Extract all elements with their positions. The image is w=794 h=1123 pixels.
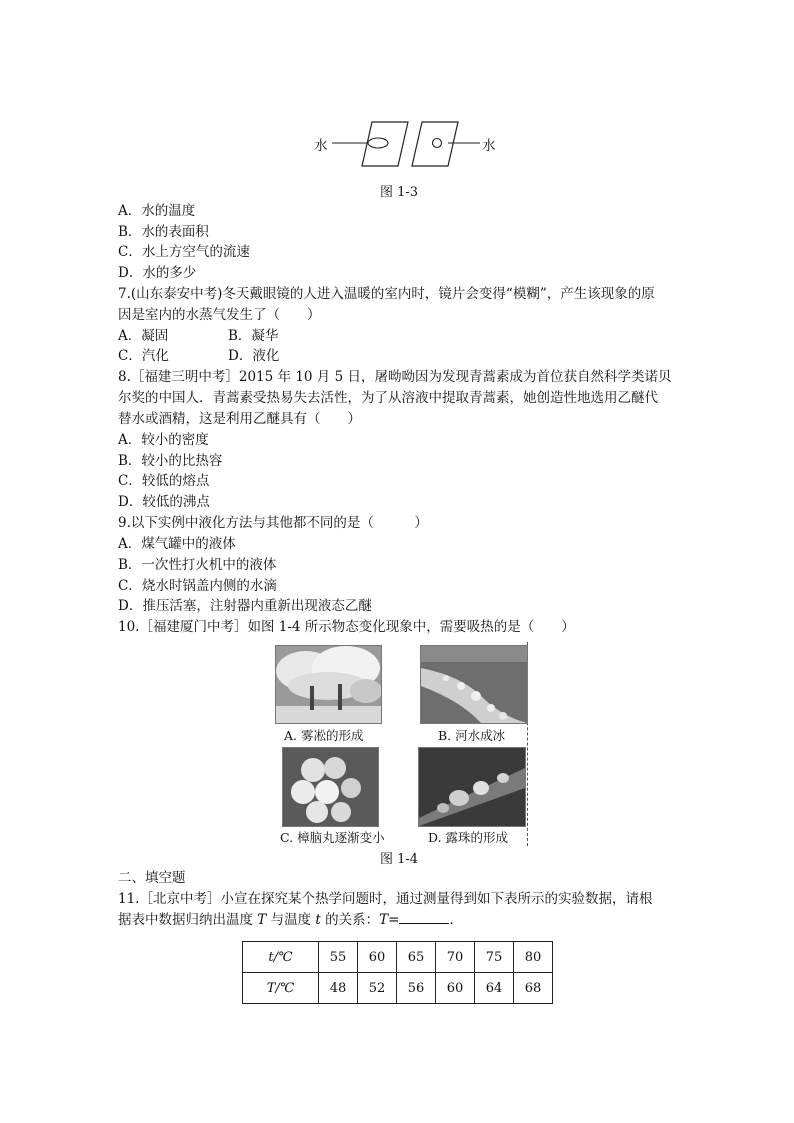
figure-1-4 — [270, 642, 532, 848]
q8-stem-line3: 替水或酒精，这是利用乙醚具有（ ） — [118, 411, 361, 427]
temperature-table — [242, 941, 553, 1004]
q9-option-d: D．推压活塞，注射器内重新出现液态乙醚 — [118, 598, 372, 614]
section-2-title: 二、填空题 — [118, 870, 186, 886]
q11-var-t: t — [315, 912, 321, 928]
table-cell: 64 — [475, 973, 514, 1004]
table-row — [243, 973, 553, 1004]
figure-1-3-caption: 图 1-3 — [380, 185, 419, 200]
photo-label-c: C. 樟脑丸逐渐变小 — [280, 830, 385, 845]
q6-option-d: D．水的多少 — [118, 265, 197, 281]
table-cell: 55 — [319, 942, 358, 973]
q8-stem-line2: 尔奖的中国人．青蒿素受热易失去活性，为了从溶液中提取青蒿素，她创造性地选用乙醚代 — [118, 390, 658, 406]
q8-stem-line1: 8.［福建三明中考］2015 年 10 月 5 日，屠呦呦因为发现青蒿素成为首位获自然科学类诺贝 — [118, 369, 672, 385]
photo-label-a: A. 雾凇的形成 — [284, 728, 364, 743]
q9-stem: 9.以下实例中液化方法与其他都不同的是（ ） — [118, 515, 428, 531]
q11-var-T: T — [257, 912, 267, 928]
q7-option-d: D．液化 — [228, 348, 280, 364]
q9-option-b: B．一次性打火机中的液体 — [118, 557, 277, 573]
figure-1-4-caption: 图 1-4 — [380, 852, 419, 867]
q9-option-a: A．煤气罐中的液体 — [118, 536, 236, 552]
q7-stem-line2: 因是室内的水蒸气发生了（ ） — [118, 307, 321, 323]
q10-stem: 10.［福建厦门中考］如图 1-4 所示物态变化现象中，需要吸热的是（ ） — [118, 619, 575, 635]
photo-label-b: B. 河水成冰 — [438, 728, 506, 743]
fig13-left-label: 水 — [314, 138, 328, 154]
q8-option-b: B．较小的比热容 — [118, 453, 223, 469]
table-header-t: t/℃ — [243, 942, 319, 973]
table-row — [243, 942, 553, 973]
q6-option-a: A．水的温度 — [118, 203, 196, 219]
figure-1-3 — [310, 118, 500, 170]
table-cell: 52 — [358, 973, 397, 1004]
table-cell: 60 — [358, 942, 397, 973]
q11-stem-line1: 11.［北京中考］小宣在探究某个热学问题时，通过测量得到如下表所示的实验数据，请根 — [118, 891, 653, 907]
q7-option-a: A．凝固 — [118, 328, 169, 344]
table-cell: 70 — [436, 942, 475, 973]
photo-river-ice — [420, 645, 528, 724]
q7-option-c: C．汽化 — [118, 348, 169, 364]
q11-text-3: 的关系： — [320, 912, 380, 928]
q7-stem-line1: 7.(山东泰安中考)冬天戴眼镜的人进入温暖的室内时，镜片会变得“模糊”，产生该现象的原 — [118, 286, 655, 302]
table-cell: 60 — [436, 973, 475, 1004]
q7-option-b: B．凝华 — [228, 328, 279, 344]
table-cell: 80 — [514, 942, 553, 973]
q11-var-T2: T — [379, 912, 389, 928]
photo-rime — [275, 645, 382, 724]
q11-stem-line2 — [118, 911, 463, 929]
table-cell: 65 — [397, 942, 436, 973]
q11-text-2: 与温度 — [266, 912, 316, 928]
q6-option-b: B．水的表面积 — [118, 224, 209, 240]
q11-period: ． — [449, 912, 463, 928]
q9-option-c: C．烧水时锅盖内侧的水滴 — [118, 578, 277, 594]
table-header-T: T/℃ — [243, 973, 319, 1004]
table-cell: 56 — [397, 973, 436, 1004]
photo-dew-drops — [418, 747, 526, 827]
q6-option-c: C．水上方空气的流速 — [118, 244, 250, 260]
figure-1-3-drawing — [310, 118, 500, 170]
q8-option-c: C．较低的熔点 — [118, 473, 210, 489]
fig13-right-label: 水 — [482, 138, 496, 154]
table-cell: 48 — [319, 973, 358, 1004]
photo-camphor-balls — [282, 747, 379, 827]
photo-label-d: D. 露珠的形成 — [428, 830, 509, 845]
q11-equals: = — [388, 912, 400, 928]
q8-option-a: A．较小的密度 — [118, 432, 209, 448]
table-cell: 68 — [514, 973, 553, 1004]
table-cell: 75 — [475, 942, 514, 973]
q11-answer-blank[interactable] — [399, 911, 449, 924]
q8-option-d: D．较低的沸点 — [118, 494, 210, 510]
q11-text-1: 据表中数据归纳出温度 — [118, 912, 258, 928]
